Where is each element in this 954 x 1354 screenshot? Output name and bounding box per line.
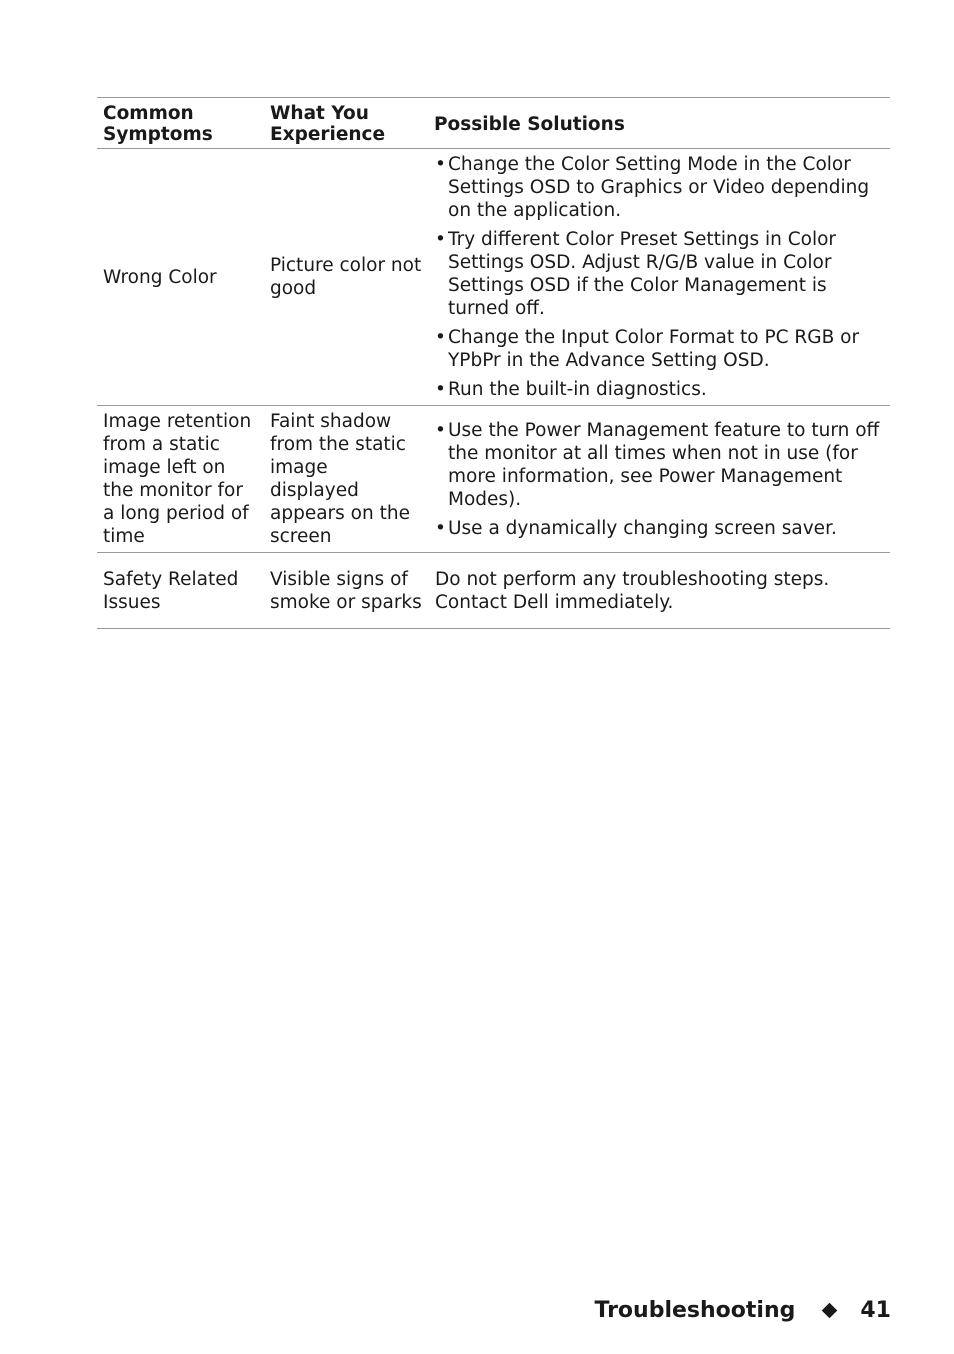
bullet-icon: • bbox=[435, 379, 446, 400]
bullet-icon: • bbox=[435, 154, 446, 175]
solution-item: • Use a dynamically changing screen saver. bbox=[435, 517, 837, 539]
header-common-symptoms: Common Symptoms bbox=[97, 98, 264, 149]
diamond-separator-icon bbox=[822, 1303, 838, 1319]
bullet-icon: • bbox=[435, 229, 446, 250]
bullet-icon: • bbox=[435, 419, 446, 441]
table-row bbox=[97, 553, 890, 629]
solutions-cell bbox=[428, 406, 890, 553]
symptom-cell: Wrong Color bbox=[97, 149, 264, 406]
page-number: 41 bbox=[860, 1298, 891, 1323]
solutions-list bbox=[435, 153, 886, 401]
table-header-row bbox=[97, 98, 890, 149]
solution-item: • Change the Color Setting Mode in the Color Settings OSD to Graphics or Video depending on the application. bbox=[435, 154, 870, 221]
experience-cell: Faint shadow from the static image displayed appears on the screen bbox=[264, 406, 428, 553]
header-what-you-experience: What You Experience bbox=[264, 98, 428, 149]
table-row bbox=[97, 149, 890, 406]
troubleshooting-table bbox=[97, 97, 890, 629]
footer-section-title: Troubleshooting bbox=[594, 1298, 796, 1323]
bullet-icon: • bbox=[435, 517, 446, 539]
symptom-cell: Safety Related Issues bbox=[97, 553, 264, 629]
page-footer bbox=[594, 1298, 891, 1323]
solution-item: • Run the built-in diagnostics. bbox=[435, 379, 707, 400]
solution-item: • Use the Power Management feature to turn off the monitor at all times when not in use (for more information, see Power Management Modes). bbox=[435, 419, 880, 510]
solutions-cell bbox=[428, 149, 890, 406]
solution-item: • Change the Input Color Format to PC RGB or YPbPr in the Advance Setting OSD. bbox=[435, 327, 860, 371]
header-possible-solutions: Possible Solutions bbox=[428, 98, 890, 149]
table-row bbox=[97, 406, 890, 553]
experience-cell: Visible signs of smoke or sparks bbox=[264, 553, 428, 629]
experience-cell: Picture color not good bbox=[264, 149, 428, 406]
symptom-cell: Image retention from a static image left on the monitor for a long period of time bbox=[97, 406, 264, 553]
bullet-icon: • bbox=[435, 327, 446, 348]
solutions-list bbox=[435, 419, 886, 540]
solutions-cell: Do not perform any troubleshooting steps. Contact Dell immediately. bbox=[428, 553, 890, 629]
solution-item: • Try different Color Preset Settings in Color Settings OSD. Adjust R/G/B value in Color Settings OSD if the Color Management is turned off. bbox=[435, 229, 837, 319]
